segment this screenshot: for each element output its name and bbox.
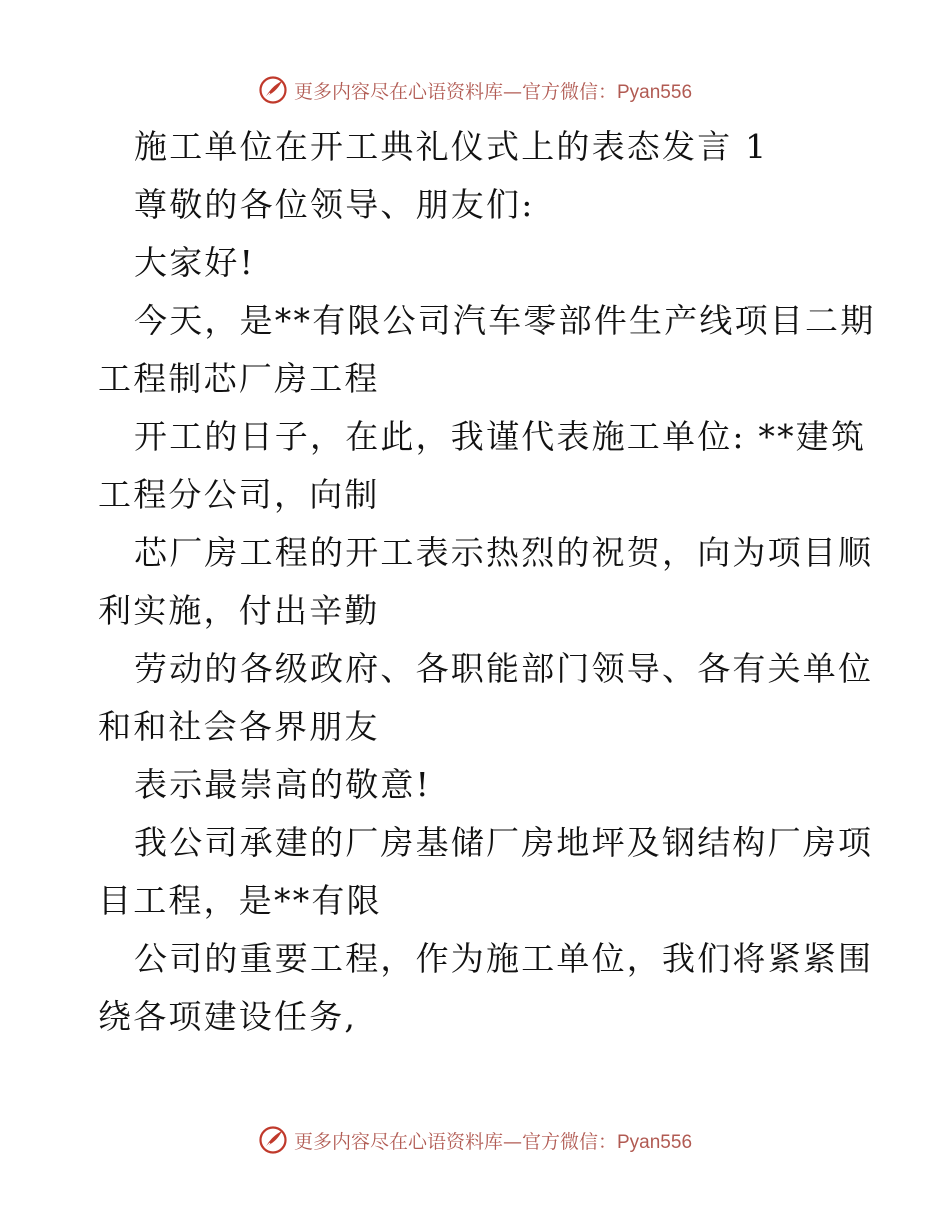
header-banner: [0, 70, 950, 110]
footer-promo-text: 更多内容尽在心语资料库: [293, 1130, 503, 1153]
paragraph-line: 劳动的各级政府、各职能部门领导、各有关单位: [134, 649, 874, 688]
salutation: 尊敬的各位领导、朋友们:: [134, 185, 535, 224]
quill-logo-icon: [258, 1125, 288, 1155]
paragraph-line: 开工的日子，在此，我谨代表施工单位: **建筑: [134, 417, 867, 456]
header-banner-text: [294, 77, 692, 104]
paragraph-line: 表示最崇高的敬意!: [134, 765, 432, 804]
paragraph-line: 目工程，是**有限: [98, 881, 382, 920]
footer-wechat-label: 官方微信：: [521, 1130, 617, 1153]
footer-separator: —: [502, 1130, 522, 1153]
header-separator: —: [502, 80, 522, 103]
paragraph-line: 公司的重要工程，作为施工单位，我们将紧紧围: [134, 939, 874, 978]
document-body: [98, 118, 876, 1046]
paragraph-line: 芯厂房工程的开工表示热烈的祝贺，向为项目顺: [134, 533, 874, 572]
paragraph-line: 利实施，付出辛勤: [98, 591, 380, 630]
paragraph-line: 工程分公司，向制: [98, 475, 380, 514]
paragraph-line: 今天，是**有限公司汽车零部件生产线项目二期: [134, 301, 876, 340]
document-title: 施工单位在开工典礼仪式上的表态发言 1: [134, 127, 769, 166]
greeting: 大家好!: [134, 243, 256, 282]
header-wechat-label: 官方微信：: [521, 80, 617, 103]
footer-banner-text: [294, 1127, 692, 1154]
paragraph-line: 和和社会各界朋友: [98, 707, 380, 746]
paragraph-line: 绕各项建设任务,: [98, 997, 358, 1036]
paragraph-line: 我公司承建的厂房基储厂房地坪及钢结构厂房项: [134, 823, 874, 862]
paragraph-line: 工程制芯厂房工程: [98, 359, 380, 398]
footer-wechat-id: Pyan556: [617, 1131, 693, 1153]
header-wechat-id: Pyan556: [617, 81, 693, 103]
footer-banner: [0, 1120, 950, 1160]
quill-logo-icon: [258, 75, 288, 105]
header-promo-text: 更多内容尽在心语资料库: [293, 80, 503, 103]
